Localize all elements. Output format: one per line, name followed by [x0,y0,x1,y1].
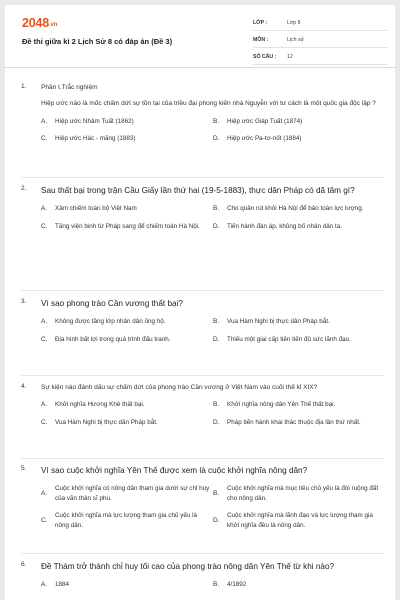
divider [21,553,383,554]
question-number: 6. [21,561,27,568]
divider [21,375,383,376]
exam-sheet [5,5,395,600]
meta-row-class [253,16,388,31]
meta-row-subject [253,33,388,48]
question-2 [21,185,383,239]
meta-key: LỚP : [253,20,268,26]
question-text: Vì sao cuộc khởi nghĩa Yên Thế được xem là cuộc khởi nghĩa nông dân? [41,466,308,475]
question-1 [21,83,383,152]
option-a[interactable]: A. 1884 [41,581,70,589]
option-c[interactable]: C. Hiệp ước Hác - măng (1883) [41,135,136,143]
meta-key: MÔN : [253,37,269,43]
question-text: Sự kiện nào đánh dấu sự chấm dứt của phong trào Cần vương ở Việt Nam vào cuối thế kỉ XIX? [41,384,318,391]
question-text: Phần I.Trắc nghiệm [41,84,98,91]
option-a[interactable]: A. Hiệp ước Nhâm Tuất (1862) [41,117,134,125]
meta-value: 12 [287,54,293,60]
option-b[interactable]: B. Cuộc khởi nghĩa mà mục tiêu chủ yếu là đòi ruộng đất cho nông dân. [213,485,379,502]
question-6 [21,561,383,598]
meta-value: Lớp 8 [287,20,301,26]
divider [21,290,383,291]
exam-meta [253,16,388,67]
option-c[interactable]: C. Tăng viện binh từ Pháp sang để chiếm toàn Hà Nội. [41,222,200,230]
page-header [5,5,395,68]
option-a[interactable]: A. Xâm chiếm toàn bộ Việt Nam [41,205,137,213]
meta-value: Lịch sử [287,37,305,43]
question-text: Vì sao phong trào Cần vương thất bại? [41,299,183,308]
question-text: Đề Thám trở thành chỉ huy tối cao của phong trào nông dân Yên Thế từ khi nào? [41,562,335,571]
question-subtext: Hiệp ước nào là mốc chấm dứt sự tồn tại của triều đại phong kiến nhà Nguyễn với tư cách là một quốc gia độc lập ? [41,100,376,107]
option-a[interactable]: A. Cuộc khởi nghĩa có nông dân tham gia dưới sự chỉ huy của văn thân sĩ phu. [41,485,210,502]
option-b[interactable]: B. Cho quân rút khỏi Hà Nội để bảo toàn lực lượng. [213,205,364,213]
question-number: 1. [21,83,27,90]
option-d[interactable]: D. Cuộc khởi nghĩa mà lãnh đạo và lực lượng tham gia khởi nghĩa đều là nông dân. [213,512,373,529]
question-number: 5. [21,465,27,472]
question-number: 3. [21,298,27,305]
page-title: Đề thi giữa kì 2 Lịch Sử 8 có đáp án (Đề 3) [22,37,173,46]
question-5 [21,465,383,538]
option-b[interactable]: B. Vua Hàm Nghi bị thực dân Pháp bắt. [213,318,330,326]
divider [21,458,383,459]
option-c[interactable]: C. Địa hình bất lợi trong quá trình đấu tranh. [41,335,171,343]
question-number: 4. [21,383,27,390]
site-logo[interactable]: 2048.vn [22,16,58,30]
option-d[interactable]: D. Tiến hành đàn áp, khủng bố nhân dân ta. [213,222,342,230]
option-a[interactable]: A. Khởi nghĩa Hương Khê thất bại. [41,401,145,409]
option-b[interactable]: B. Khởi nghĩa nông dân Yên Thế thất bại. [213,401,336,409]
question-number: 2. [21,185,27,192]
meta-key: SỐ CÂU : [253,54,277,60]
option-b[interactable]: B. Hiệp ước Giáp Tuất (1874) [213,117,303,125]
option-b[interactable]: B. 4/1892 [213,581,247,589]
option-d[interactable]: D. Thiếu một giai cấp tiên tiến đủ sức lãnh đạo. [213,335,351,343]
divider [21,177,383,178]
option-a[interactable]: A. Không được tầng lớp nhân dân ủng hộ. [41,318,166,326]
meta-row-count [253,50,388,65]
option-d[interactable]: D. Pháp tiến hành khai thác thuộc địa lần thứ nhất. [213,418,361,426]
question-4 [21,383,383,435]
option-d[interactable]: D. Hiệp ước Pa-tơ-nốt (1884) [213,135,302,143]
question-text: Sau thất bại trong trận Cầu Giấy lần thứ hai (19-5-1883), thực dân Pháp có dã tâm gì? [41,186,355,195]
option-c[interactable]: C. Cuộc khởi nghĩa mà lực lượng tham gia chủ yếu là nông dân. [41,512,197,529]
question-3 [21,298,383,352]
option-c[interactable]: C. Vua Hàm Nghi bị thực dân Pháp bắt. [41,418,158,426]
